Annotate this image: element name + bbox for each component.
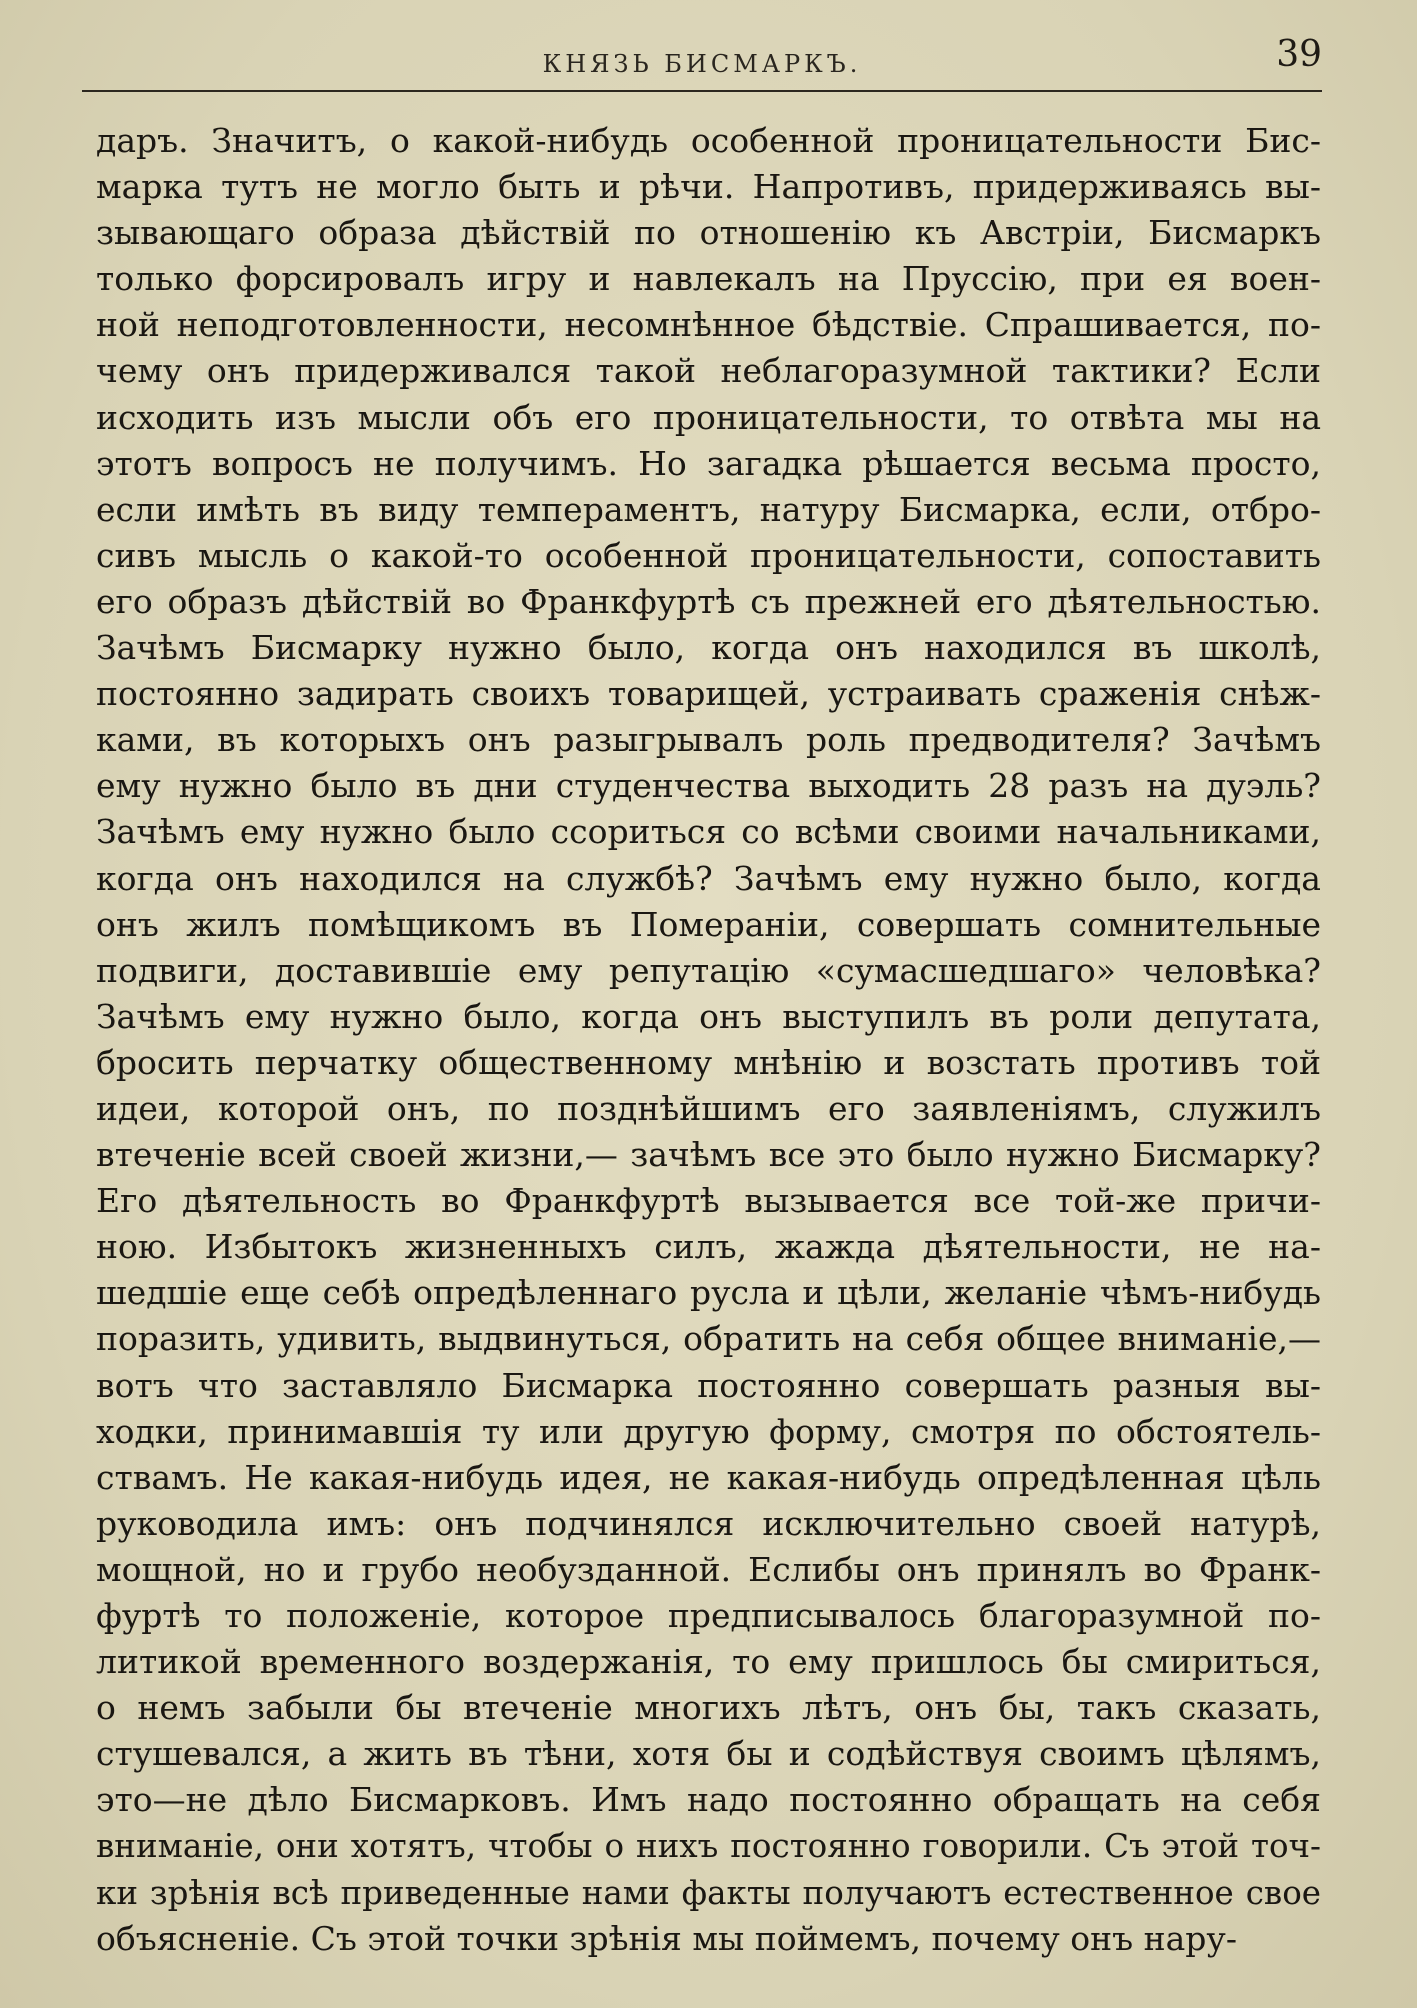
text-line: зывающаго образа дѣйствій по отношенію къ Австріи, Бисмаркъ bbox=[96, 213, 1321, 253]
text-line: объясненіе. Съ этой точки зрѣнія мы поймемъ, почему онъ нару- bbox=[96, 1918, 1237, 1958]
text-line: стушевался, а жить въ тѣни, хотя бы и содѣйствуя своимъ цѣлямъ, bbox=[96, 1734, 1321, 1774]
text-line: ною. Избытокъ жизненныхъ силъ, жажда дѣятельности, не на- bbox=[96, 1227, 1321, 1267]
text-line: ему нужно было въ дни студенчества выходить 28 разъ на дуэль? bbox=[96, 766, 1321, 806]
text-line: бросить перчатку общественному мнѣнію и возстать противъ той bbox=[96, 1042, 1321, 1082]
text-line: вотъ что заставляло Бисмарка постоянно совершать разныя вы- bbox=[96, 1365, 1321, 1405]
page-header bbox=[82, 30, 1322, 94]
text-line: это—не дѣло Бисмарковъ. Имъ надо постоянно обращать на себя bbox=[96, 1780, 1321, 1820]
text-line: литикой временного воздержанія, то ему пришлось бы смириться, bbox=[96, 1642, 1321, 1682]
text-line: ной неподготовленности, несомнѣнное бѣдствіе. Спрашивается, по- bbox=[96, 305, 1321, 345]
text-line: онъ жилъ помѣщикомъ въ Помераніи, совершать сомнительные bbox=[96, 904, 1321, 944]
text-line: чему онъ придерживался такой неблагоразумной тактики? Если bbox=[96, 351, 1321, 391]
text-line: мощной, но и грубо необузданной. Еслибы онъ принялъ во Франк- bbox=[96, 1549, 1321, 1589]
running-title: КНЯЗЬ БИСМАРКЪ. bbox=[542, 50, 862, 78]
text-line: поразить, удивить, выдвинуться, обратить на себя общее вниманіе,— bbox=[96, 1319, 1321, 1359]
text-line: если имѣть въ виду темпераментъ, натуру Бисмарка, если, отбро- bbox=[96, 489, 1321, 529]
text-line: фуртѣ то положеніе, которое предписывалось благоразумной по- bbox=[96, 1596, 1321, 1635]
text-line: постоянно задирать своихъ товарищей, устраивать сраженія снѣж- bbox=[96, 674, 1321, 714]
text-line: идеи, которой онъ, по позднѣйшимъ его заявленіямъ, служилъ bbox=[96, 1088, 1321, 1128]
text-line: Зачѣмъ ему нужно было, когда онъ выступилъ въ роли депутата, bbox=[96, 996, 1321, 1036]
text-line: Зачѣмъ Бисмарку нужно было, когда онъ находился въ школѣ, bbox=[96, 628, 1321, 668]
header-rule bbox=[82, 90, 1322, 92]
text-line: сивъ мысль о какой-то особенной проницательности, сопоставить bbox=[96, 535, 1321, 575]
text-line: даръ. Значитъ, о какой-нибудь особенной проницательности Бис- bbox=[96, 121, 1321, 160]
text-line: о немъ забыли бы втеченіе многихъ лѣтъ, онъ бы, такъ сказать, bbox=[96, 1688, 1321, 1728]
text-line: Зачѣмъ ему нужно было ссориться со всѣми своими начальниками, bbox=[96, 812, 1321, 852]
text-line: вниманіе, они хотятъ, чтобы о нихъ постоянно говорили. Съ этой точ- bbox=[96, 1827, 1321, 1866]
text-line: марка тутъ не могло быть и рѣчи. Напротивъ, придерживаясь вы- bbox=[96, 167, 1321, 207]
body-text bbox=[96, 118, 1321, 1962]
text-line: его образъ дѣйствій во Франкфуртѣ съ прежней его дѣятельностью. bbox=[96, 581, 1321, 621]
text-line: только форсировалъ игру и навлекалъ на Пруссію, при ея воен- bbox=[96, 259, 1321, 299]
text-line: Его дѣятельность во Франкфуртѣ вызывается все той-же причи- bbox=[96, 1181, 1321, 1221]
text-line: когда онъ находился на службѣ? Зачѣмъ ему нужно было, когда bbox=[96, 858, 1321, 898]
text-line: руководила имъ: онъ подчинялся исключительно своей натурѣ, bbox=[96, 1503, 1321, 1543]
text-line: исходить изъ мысли объ его проницательности, то отвѣта мы на bbox=[96, 397, 1321, 437]
text-line: ки зрѣнія всѣ приведенные нами факты получаютъ естественное свое bbox=[96, 1873, 1321, 1912]
text-line: шедшіе еще себѣ опредѣленнаго русла и цѣли, желаніе чѣмъ-нибудь bbox=[96, 1273, 1321, 1313]
text-line: этотъ вопросъ не получимъ. Но загадка рѣшается весьма просто, bbox=[96, 443, 1321, 483]
text-line: ками, въ которыхъ онъ разыгрывалъ роль предводителя? Зачѣмъ bbox=[96, 720, 1321, 760]
text-line: втеченіе всей своей жизни,— зачѣмъ все это было нужно Бисмарку? bbox=[96, 1135, 1321, 1175]
page-number: 39 bbox=[1276, 34, 1322, 75]
text-line: подвиги, доставившіе ему репутацію «сумасшедшаго» человѣка? bbox=[96, 950, 1321, 990]
text-line: ствамъ. Не какая-нибудь идея, не какая-нибудь опредѣленная цѣль bbox=[96, 1457, 1321, 1497]
text-line: ходки, принимавшія ту или другую форму, смотря по обстоятель- bbox=[96, 1411, 1321, 1451]
